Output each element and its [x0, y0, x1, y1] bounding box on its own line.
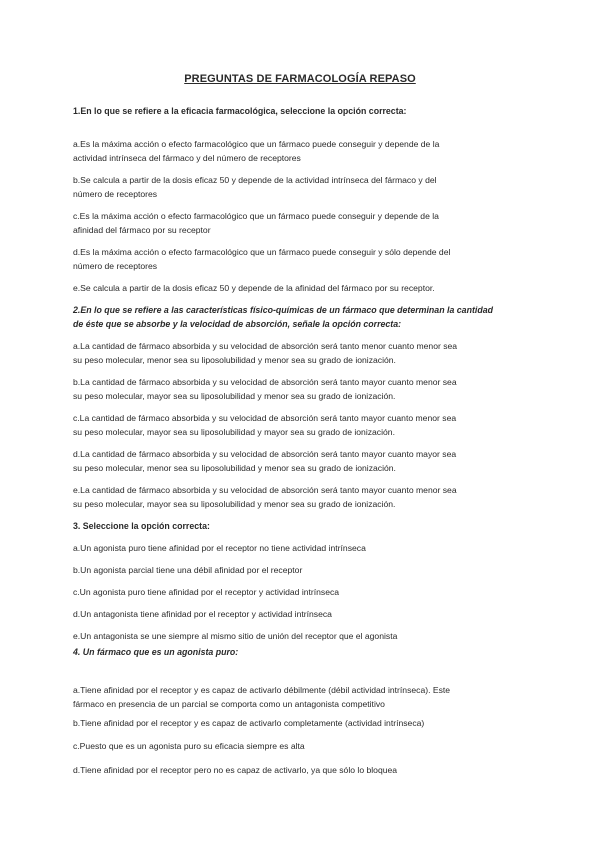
- question-1: 1.En lo que se refiere a la eficacia farmacológica, seleccione la opción correcta:: [73, 106, 407, 116]
- q1-option-d-line-2: número de receptores: [73, 261, 158, 271]
- q1-option-c-line-2: afinidad del fármaco por su receptor: [73, 225, 211, 235]
- q1-option-a-line-1: a.Es la máxima acción o efecto farmacológico que un fármaco puede conseguir y depende de la: [73, 139, 440, 149]
- q3-option-b: b.Un agonista parcial tiene una débil afinidad por el receptor: [73, 565, 303, 575]
- q1-option-a-line-2: actividad intrínseca del fármaco y del número de receptores: [73, 153, 301, 163]
- q3-option-d: d.Un antagonista tiene afinidad por el receptor y actividad intrínseca: [73, 609, 332, 619]
- q3-option-a: a.Un agonista puro tiene afinidad por el receptor no tiene actividad intrínseca: [73, 543, 366, 553]
- q2-option-b-line-2: su peso molecular, mayor sea su liposolubilidad y menor sea su grado de ionización.: [73, 391, 396, 401]
- question-2-line-2: de éste que se absorbe y la velocidad de absorción, señale la opción correcta:: [73, 319, 402, 329]
- q4-option-d: d.Tiene afinidad por el receptor pero no es capaz de activarlo, ya que sólo lo bloquea: [73, 765, 398, 775]
- question-2-line-1: 2.En lo que se refiere a las características físico-químicas de un fármaco que determinan la cantidad: [73, 305, 493, 315]
- question-4: 4. Un fármaco que es un agonista puro:: [73, 647, 239, 657]
- q1-option-d-line-1: d.Es la máxima acción o efecto farmacológico que un fármaco puede conseguir y sólo depende del: [73, 247, 451, 257]
- q2-option-d-line-1: d.La cantidad de fármaco absorbida y su velocidad de absorción será tanto mayor cuanto mayor sea: [73, 449, 457, 459]
- page-title: PREGUNTAS DE FARMACOLOGÍA REPASO: [184, 73, 416, 85]
- q4-option-b: b.Tiene afinidad por el receptor y es capaz de activarlo completamente (actividad intrínseca): [73, 718, 425, 728]
- q4-option-a-line-1: a.Tiene afinidad por el receptor y es capaz de activarlo débilmente (débil actividad intrínseca). Este: [73, 685, 451, 695]
- q2-option-e-line-2: su peso molecular, mayor sea su liposolubilidad y menor sea su grado de ionización.: [73, 499, 396, 509]
- q2-option-c-line-2: su peso molecular, mayor sea su liposolubilidad y mayor sea su grado de ionización.: [73, 427, 395, 437]
- q1-option-b-line-2: número de receptores: [73, 189, 158, 199]
- question-3: 3. Seleccione la opción correcta:: [73, 521, 210, 531]
- q1-option-e: e.Se calcula a partir de la dosis eficaz 50 y depende de la afinidad del fármaco por su receptor.: [73, 283, 435, 293]
- q3-option-e: e.Un antagonista se une siempre al mismo sitio de unión del receptor que el agonista: [73, 631, 398, 641]
- q2-option-c-line-1: c.La cantidad de fármaco absorbida y su velocidad de absorción será tanto mayor cuanto menor sea: [73, 413, 457, 423]
- q2-option-d-line-2: su peso molecular, menor sea su liposolubilidad y menor sea su grado de ionización.: [73, 463, 396, 473]
- q1-option-c-line-1: c.Es la máxima acción o efecto farmacológico que un fármaco puede conseguir y depende de la: [73, 211, 439, 221]
- q2-option-e-line-1: e.La cantidad de fármaco absorbida y su velocidad de absorción será tanto mayor cuanto menor sea: [73, 485, 457, 495]
- q1-option-b-line-1: b.Se calcula a partir de la dosis eficaz 50 y depende de la actividad intrínseca del fármaco y del: [73, 175, 437, 185]
- q2-option-a-line-1: a.La cantidad de fármaco absorbida y su velocidad de absorción será tanto menor cuanto menor sea: [73, 341, 458, 351]
- q4-option-a-line-2: fármaco en presencia de un parcial se comporta como un antagonista competitivo: [73, 699, 385, 709]
- q2-option-b-line-1: b.La cantidad de fármaco absorbida y su velocidad de absorción será tanto mayor cuanto menor sea: [73, 377, 457, 387]
- q4-option-c: c.Puesto que es un agonista puro su eficacia siempre es alta: [73, 741, 305, 751]
- q2-option-a-line-2: su peso molecular, menor sea su liposolubilidad y menor sea su grado de ionización.: [73, 355, 396, 365]
- q3-option-c: c.Un agonista puro tiene afinidad por el receptor y actividad intrínseca: [73, 587, 340, 597]
